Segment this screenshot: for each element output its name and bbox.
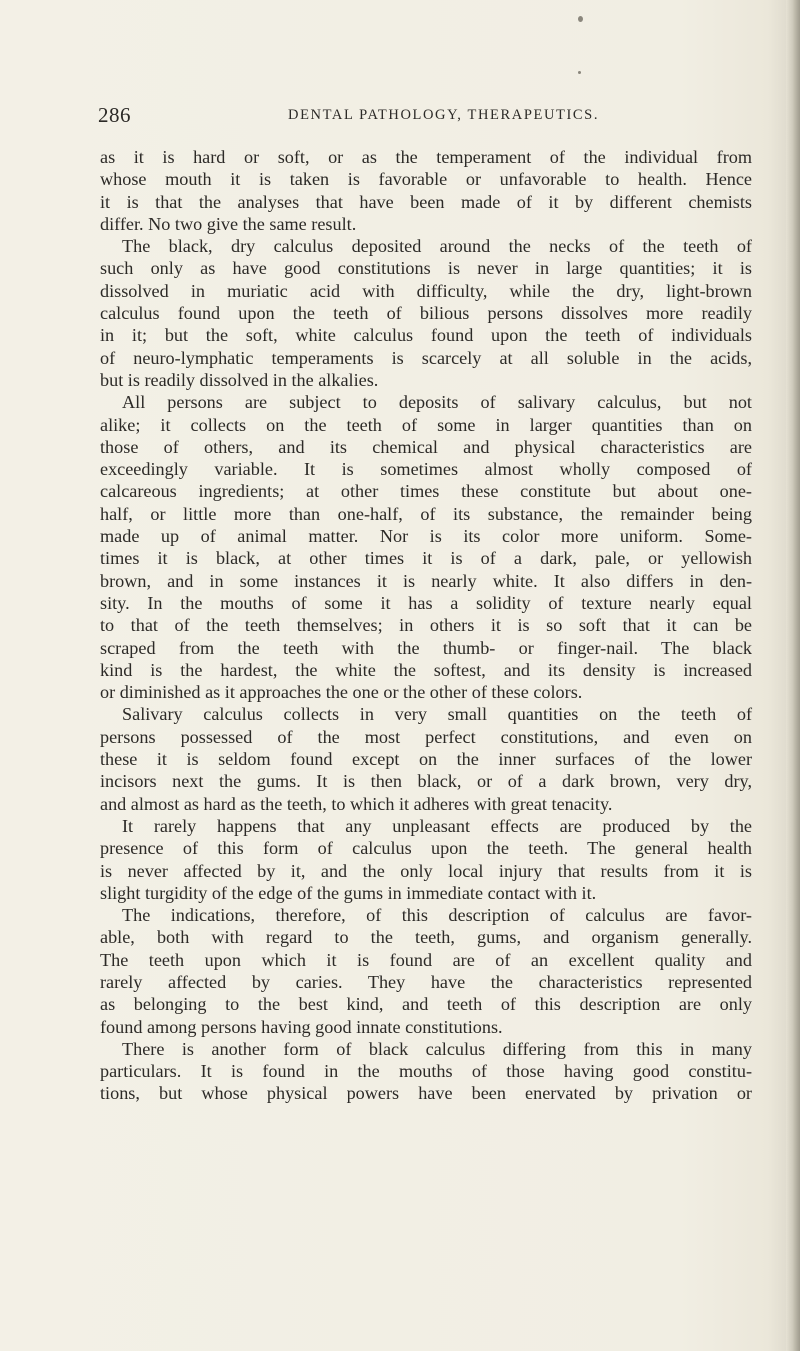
text-line: of neuro-lymphatic temperaments is scarcely at all soluble in the acids, <box>100 347 752 368</box>
ink-speck <box>578 71 581 74</box>
text-line: is never affected by it, and the only local injury that results from it is <box>100 860 752 881</box>
paragraph-first-line: Salivary calculus collects in very small quantities on the teeth of <box>122 704 752 725</box>
text-line: presence of this form of calculus upon the teeth. The general health <box>100 838 752 859</box>
text-line: as belonging to the best kind, and teeth of this description are only <box>100 994 752 1015</box>
ink-speck <box>578 16 583 22</box>
text-line: particulars. It is found in the mouths of those having good constitu- <box>100 1061 752 1082</box>
text-line: alike; it collects on the teeth of some in larger quantities than on <box>100 414 752 435</box>
text-line: calculus found upon the teeth of bilious persons dissolves more readily <box>100 303 752 324</box>
text-line: to that of the teeth themselves; in others it is so soft that it can be <box>100 615 752 636</box>
text-line: or diminished as it approaches the one or the other of these colors. <box>100 682 583 703</box>
paragraph-first-line: It rarely happens that any unpleasant effects are produced by the <box>122 815 752 836</box>
paragraph-first-line: There is another form of black calculus differing from this in many <box>122 1038 752 1059</box>
text-line: incisors next the gums. It is then black, or of a dark brown, very dry, <box>100 771 752 792</box>
text-line: exceedingly variable. It is sometimes almost wholly composed of <box>100 459 752 480</box>
text-line: these it is seldom found except on the inner surfaces of the lower <box>100 749 752 770</box>
text-line: times it is black, at other times it is of a dark, pale, or yellowish <box>100 548 752 569</box>
text-line: kind is the hardest, the white the softest, and its density is increased <box>100 659 752 680</box>
page-number: 286 <box>98 103 131 127</box>
text-line: tions, but whose physical powers have been enervated by privation or <box>100 1083 752 1104</box>
text-line: found among persons having good innate constitutions. <box>100 1016 503 1037</box>
paragraph-first-line: All persons are subject to deposits of salivary calculus, but not <box>122 392 752 413</box>
text-line: The teeth upon which it is found are of an excellent quality and <box>100 949 752 970</box>
text-line: in it; but the soft, white calculus found upon the teeth of individuals <box>100 325 752 346</box>
body-text <box>100 146 752 1105</box>
text-line: calcareous ingredients; at other times these constitute but about one- <box>100 481 752 502</box>
text-line: whose mouth it is taken is favorable or unfavorable to health. Hence <box>100 169 752 190</box>
text-line: those of others, and its chemical and physical characteristics are <box>100 436 752 457</box>
text-line: rarely affected by caries. They have the characteristics represented <box>100 971 752 992</box>
text-line: half, or little more than one-half, of its substance, the remainder being <box>100 503 752 524</box>
text-line: able, both with regard to the teeth, gums, and organism generally. <box>100 927 752 948</box>
text-line: slight turgidity of the edge of the gums in immediate contact with it. <box>100 882 597 903</box>
paragraph-first-line: The indications, therefore, of this description of calculus are favor- <box>122 905 752 926</box>
running-title: DENTAL PATHOLOGY, THERAPEUTICS. <box>288 107 600 123</box>
text-line: it is that the analyses that have been made of it by different chemists <box>100 191 752 212</box>
text-line: differ. No two give the same result. <box>100 213 357 234</box>
text-line: but is readily dissolved in the alkalies. <box>100 369 379 390</box>
text-line: sity. In the mouths of some it has a solidity of texture nearly equal <box>100 592 752 613</box>
text-line: such only as have good constitutions is never in large quantities; it is <box>100 258 752 279</box>
text-line: scraped from the teeth with the thumb- or finger-nail. The black <box>100 637 752 658</box>
text-line: persons possessed of the most perfect constitutions, and even on <box>100 726 752 747</box>
running-head <box>98 103 698 133</box>
text-line: brown, and in some instances it is nearly white. It also differs in den- <box>100 570 752 591</box>
page-edge-shadow <box>786 0 800 1351</box>
text-line: made up of animal matter. Nor is its color more uniform. Some- <box>100 526 752 547</box>
text-line: as it is hard or soft, or as the temperament of the individual from <box>100 147 752 167</box>
paragraph-first-line: The black, dry calculus deposited around the necks of the teeth of <box>122 236 752 257</box>
text-line: dissolved in muriatic acid with difficulty, while the dry, light-brown <box>100 280 752 301</box>
text-line: and almost as hard as the teeth, to which it adheres with great tenacity. <box>100 793 613 814</box>
